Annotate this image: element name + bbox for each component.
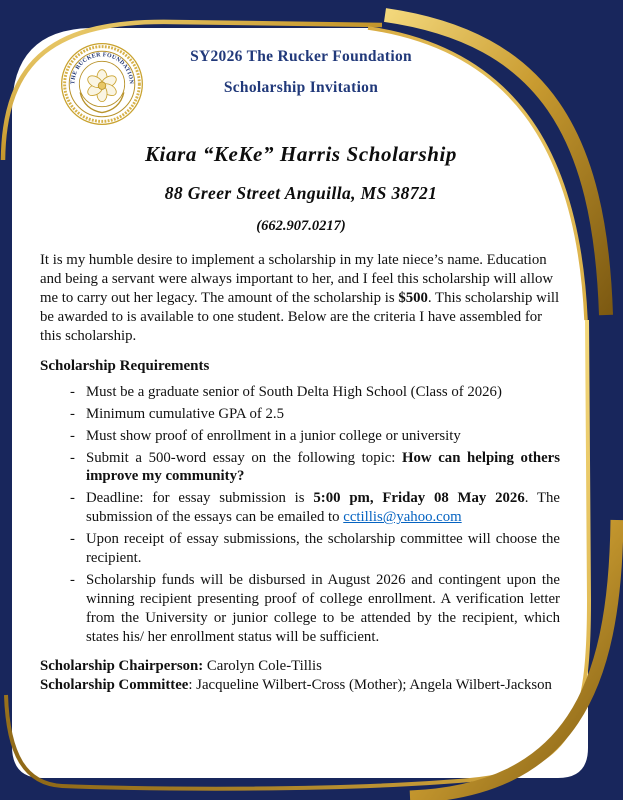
text-run: Minimum cumulative GPA of 2.5 — [86, 405, 284, 422]
text-run: It is my humble desire to implement a scholarship in my late niece’s name. Education and being a servant were always important to her, and I feel this scholarship will allow me to carry out her legacy. The amount of the scholarship is — [40, 252, 554, 306]
foundation-title: SY2026 The Rucker Foundation — [190, 48, 412, 65]
text-run: Carolyn Cole-Tillis — [203, 657, 322, 674]
text-run: Scholarship Chairperson: — [40, 657, 204, 674]
text-run: . This scholarship will be awarded to is available to one student. Below are the criteria I have assembled for this scholarship. — [40, 289, 560, 344]
requirement-item — [70, 571, 560, 647]
text-run: : Jacqueline Wilbert-Cross (Mother); Angela Wilbert-Jackson — [188, 677, 552, 694]
intro-paragraph — [40, 251, 562, 346]
text-run: . The submission of the essays can be emailed to — [86, 490, 560, 526]
text-run: Must be a graduate senior of South Delta High School (Class of 2026) — [86, 383, 502, 400]
requirements-heading: Scholarship Requirements — [40, 357, 210, 374]
requirement-item — [70, 427, 560, 446]
flyer-header — [40, 40, 562, 136]
email-link[interactable]: cctillis@yahoo.com — [343, 509, 462, 526]
requirement-item — [70, 449, 560, 487]
requirement-item — [70, 530, 560, 568]
seal-ring-text: THE RUCKER FOUNDATION — [70, 52, 134, 85]
text-run: $500 — [398, 289, 428, 306]
text-run: Upon receipt of essay submissions, the scholarship committee will choose the recipient. — [86, 531, 560, 567]
text-run: Scholarship funds will be disbursed in August 2026 and contingent upon the winning recipient presenting proof of college enrollment. A verification letter from the University or junior college to be attended by the recipient, which states his/ her enrollment status will be sufficient. — [86, 572, 560, 645]
requirements-list — [40, 383, 562, 647]
invitation-title: Scholarship Invitation — [223, 79, 379, 97]
scholarship-address: 88 Greer Street Anguilla, MS 38721 — [164, 183, 438, 203]
scholarship-phone: (662.907.0217) — [256, 218, 346, 234]
scholarship-name: Kiara “KeKe” Harris Scholarship — [144, 142, 458, 166]
text-run: Scholarship Committee — [40, 677, 189, 694]
foundation-seal-logo — [60, 42, 144, 126]
text-run: Must show proof of enrollment in a junior college or university — [86, 427, 461, 444]
requirement-item — [70, 383, 560, 402]
flyer-content — [12, 28, 588, 778]
text-run: How can helping others improve my community? — [86, 449, 560, 485]
text-run: 5:00 pm, Friday 08 May 2026 — [313, 490, 525, 507]
requirement-item — [70, 405, 560, 424]
requirement-item — [70, 489, 560, 527]
chairperson-line — [40, 657, 562, 676]
committee-line — [40, 676, 562, 695]
text-run: Deadline: for essay submission is — [86, 490, 314, 507]
text-run: Submit a 500-word essay on the following topic: — [86, 449, 403, 466]
